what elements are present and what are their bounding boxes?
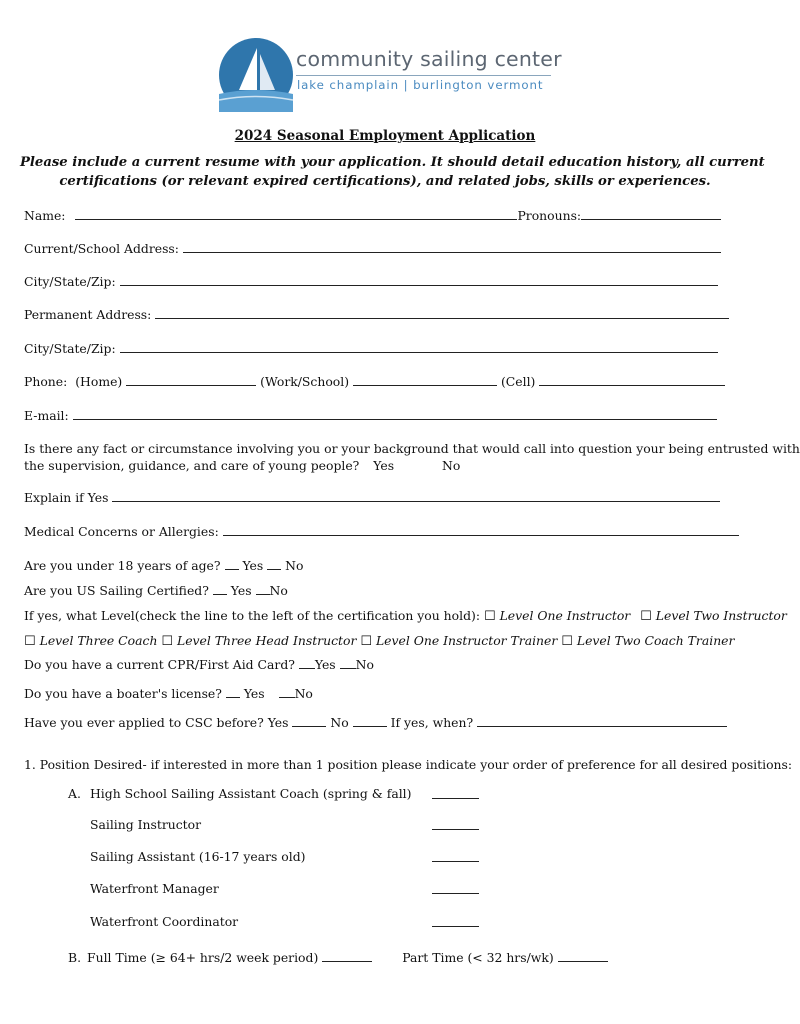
level-three-head-instructor-label: Level Three Head Instructor (177, 633, 357, 648)
medical-label: Medical Concerns or Allergies: (24, 524, 219, 539)
cpr-yes-label: Yes (314, 657, 336, 672)
part-time-label: Part Time (< 32 hrs/wk) (402, 950, 554, 965)
logo-sail-emblem (219, 38, 293, 112)
sailboat-icon (219, 38, 293, 112)
circumstance-question-text: the supervision, guidance, and care of young people? (24, 458, 360, 473)
medical-row (24, 524, 739, 539)
cpr-yes-line[interactable] (299, 658, 315, 669)
us-sailing-row (24, 583, 288, 598)
boater-no-line[interactable] (279, 687, 295, 698)
level-one-instructor-checkbox[interactable]: ☐ (483, 609, 496, 624)
org-name: community sailing center (296, 47, 562, 71)
level-two-instructor-checkbox[interactable]: ☐ (640, 609, 652, 624)
circumstance-no-option[interactable]: No (442, 458, 461, 473)
applied-when-field[interactable] (477, 716, 727, 727)
full-time-label: Full Time (≥ 64+ hrs/2 week period) (87, 950, 319, 965)
cpr-no-line[interactable] (340, 658, 356, 669)
position-pref-assistant[interactable] (432, 851, 479, 862)
level-row-2 (24, 633, 734, 649)
position-item-waterfront-coordinator: Waterfront Coordinator (90, 914, 239, 929)
level-one-instructor-trainer-label: Level One Instructor Trainer (375, 633, 558, 648)
phone-home-label: (Home) (75, 374, 123, 389)
page-title: 2024 Seasonal Employment Application (234, 128, 536, 144)
boater-question: Do you have a boater's license? (24, 686, 222, 701)
pronouns-field[interactable] (581, 209, 721, 220)
applied-row (24, 715, 727, 730)
positions-a-marker: A. (68, 786, 81, 801)
boater-row (24, 686, 313, 701)
pronouns-label: Pronouns: (517, 208, 582, 223)
us-sailing-no-label: No (269, 583, 288, 598)
positions-b-row (68, 950, 608, 965)
under18-yes-line[interactable] (225, 559, 239, 570)
city-state-zip-field-2[interactable] (120, 342, 718, 353)
brand-divider (296, 75, 551, 76)
part-time-field[interactable] (558, 951, 608, 962)
boater-no-label: No (294, 686, 313, 701)
name-label: Name: (24, 208, 66, 223)
under18-question: Are you under 18 years of age? (24, 558, 221, 573)
city-state-zip-label-1: City/State/Zip: (24, 274, 116, 289)
cpr-row (24, 657, 374, 672)
permanent-address-row (24, 307, 729, 322)
phone-work-label: (Work/School) (260, 374, 350, 389)
applied-yes-line[interactable] (292, 716, 326, 727)
level-one-instructor-trainer-checkbox[interactable]: ☐ (360, 634, 372, 649)
explain-row (24, 490, 720, 505)
under18-yes-label: Yes (242, 558, 264, 573)
applied-yes-label: Yes (267, 715, 289, 730)
phone-label: Phone: (24, 374, 68, 389)
full-time-field[interactable] (322, 951, 372, 962)
level-row-1 (24, 608, 787, 624)
applied-question: Have you ever applied to CSC before? (24, 715, 264, 730)
positions-heading: 1. Position Desired- if interested in more than 1 position please indicate your order of preference for all desired positions: (24, 757, 793, 772)
level-three-coach-checkbox[interactable]: ☐ (24, 634, 36, 649)
city-state-zip-label-2: City/State/Zip: (24, 341, 116, 356)
city-state-zip-field-1[interactable] (120, 275, 718, 286)
applied-when-label: If yes, when? (390, 715, 474, 730)
level-one-instructor-label: Level One Instructor (499, 608, 631, 623)
position-item-hs-coach: High School Sailing Assistant Coach (spring & fall) (90, 786, 412, 801)
position-item-instructor: Sailing Instructor (90, 817, 202, 832)
permanent-address-label: Permanent Address: (24, 307, 152, 322)
email-row (24, 408, 717, 423)
level-two-instructor-label: Level Two Instructor (655, 608, 787, 623)
city-state-zip-row-2 (24, 341, 718, 356)
circumstance-question-line-2 (24, 458, 460, 473)
us-sailing-question: Are you US Sailing Certified? (24, 583, 209, 598)
applied-no-label: No (330, 715, 349, 730)
level-two-coach-trainer-label: Level Two Coach Trainer (576, 633, 735, 648)
phone-cell-field[interactable] (539, 375, 725, 386)
us-sailing-yes-label: Yes (230, 583, 252, 598)
applied-no-line[interactable] (353, 716, 387, 727)
org-tagline: lake champlain | burlington vermont (297, 78, 544, 92)
position-item-waterfront-manager: Waterfront Manager (90, 881, 219, 896)
level-two-coach-trainer-checkbox[interactable]: ☐ (561, 634, 573, 649)
intro-line-2: certifications (or relevant expired certifications), and related jobs, skills or experiences. (59, 174, 711, 189)
phone-work-field[interactable] (353, 375, 497, 386)
level-prompt: If yes, what Level(check the line to the left of the certification you hold): (24, 608, 481, 623)
explain-field[interactable] (112, 491, 720, 502)
phone-home-field[interactable] (126, 375, 256, 386)
us-sailing-yes-line[interactable] (213, 584, 227, 595)
position-pref-waterfront-manager[interactable] (432, 883, 479, 894)
position-item-assistant: Sailing Assistant (16-17 years old) (90, 849, 306, 864)
position-pref-instructor[interactable] (432, 819, 479, 830)
level-three-coach-label: Level Three Coach (39, 633, 158, 648)
explain-label: Explain if Yes (24, 490, 109, 505)
cpr-question: Do you have a current CPR/First Aid Card? (24, 657, 295, 672)
name-row (24, 208, 721, 223)
position-pref-waterfront-coordinator[interactable] (432, 916, 479, 927)
email-label: E-mail: (24, 408, 69, 423)
under18-no-line[interactable] (267, 559, 281, 570)
phone-row (24, 374, 725, 389)
phone-cell-label: (Cell) (500, 374, 536, 389)
permanent-address-field[interactable] (155, 308, 729, 319)
level-three-head-instructor-checkbox[interactable]: ☐ (161, 634, 174, 649)
current-address-field[interactable] (183, 242, 721, 253)
boater-yes-line[interactable] (226, 687, 240, 698)
city-state-zip-row-1 (24, 274, 718, 289)
cpr-no-label: No (355, 657, 374, 672)
circumstance-yes-option[interactable]: Yes (373, 458, 395, 473)
email-field[interactable] (73, 409, 717, 420)
current-address-row (24, 241, 721, 256)
position-pref-hs-coach[interactable] (432, 788, 479, 799)
name-field[interactable] (75, 209, 517, 220)
us-sailing-no-line[interactable] (256, 584, 270, 595)
under18-row (24, 558, 303, 573)
medical-field[interactable] (223, 525, 739, 536)
positions-b-marker: B. (68, 950, 82, 965)
intro-line-1: Please include a current resume with your application. It should detail education history, all current (20, 155, 765, 170)
boater-yes-label: Yes (243, 686, 265, 701)
current-address-label: Current/School Address: (24, 241, 179, 256)
under18-no-label: No (285, 558, 304, 573)
circumstance-question-line-1: Is there any fact or circumstance involving you or your background that would call into question your being entrusted with (24, 441, 800, 456)
